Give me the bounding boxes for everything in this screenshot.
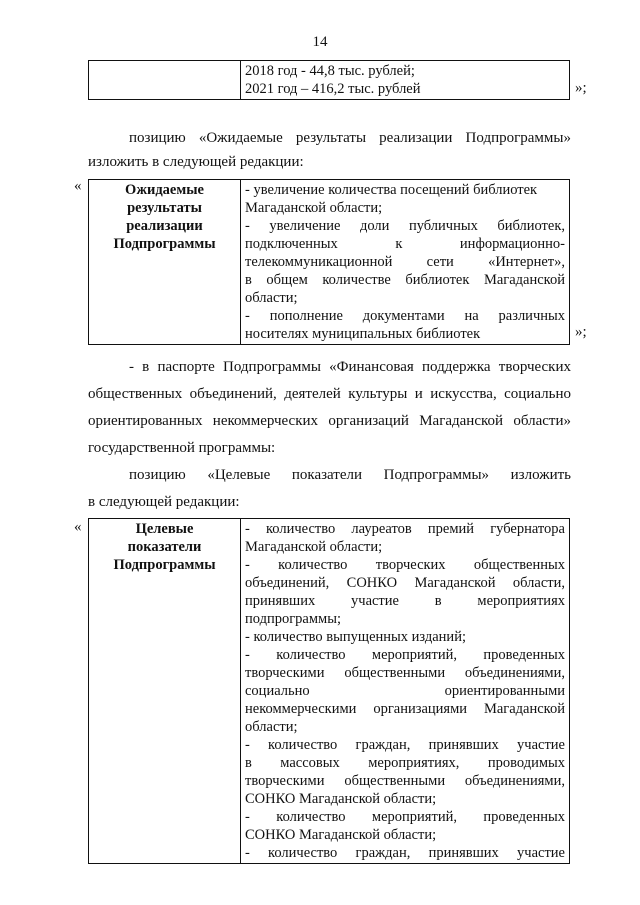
closing-quote: »; [575,80,587,96]
target-indicators-label-cell [89,519,241,864]
content-line: - количество творческих общественных [245,557,565,573]
content-line: области; [245,290,298,306]
closing-quote: »; [575,324,587,340]
paragraph-line: - в паспорте Подпрограммы «Финансовая поддержка творческих [129,359,571,375]
content-line: объединений, СОНКО Магаданской области, [245,575,565,591]
content-line: некоммерческими организациями Магаданской [245,701,565,717]
target-indicators-table [88,518,570,864]
page-number: 14 [312,34,328,50]
content-line: - количество выпущенных изданий; [245,629,466,645]
funding-line: 2018 год - 44,8 тыс. рублей; [245,63,415,79]
paragraph-line: общественных объединений, деятелей культуры и искусства, социально [88,386,571,402]
content-line: принявших участие в мероприятиях [245,593,565,609]
funding-table-values-cell [241,61,570,100]
content-line: - количество мероприятий, проведенных [245,647,565,663]
content-line: - пополнение документами на различных [245,308,565,324]
content-line: в массовых мероприятиях, проводимых [245,755,565,771]
label-line: реализации [126,218,203,234]
content-line: Магаданской области; [245,200,383,216]
expected-results-label-cell [89,180,241,345]
content-line: носителях муниципальных библиотек [245,326,481,342]
content-line: области; [245,719,298,735]
content-line: Магаданской области; [245,539,383,555]
label-line: показатели [127,539,202,555]
content-line: - количество граждан, принявших участие [245,737,565,753]
content-line: - количество лауреатов премий губернатора [245,521,565,537]
content-line: подключенных к информационно- [245,236,565,252]
label-line: Подпрограммы [113,236,216,252]
content-line: подпрограммы; [245,611,341,627]
content-line: - увеличение доли публичных библиотек, [245,218,565,234]
funding-line: 2021 год – 416,2 тыс. рублей [245,81,421,97]
label-line: Ожидаемые [125,182,204,198]
paragraph-line: ориентированных некоммерческих организаций Магаданской области» [88,413,571,429]
content-line: творческими общественными объединениями, [245,665,565,681]
paragraph-line: государственной программы: [88,440,276,456]
content-line: СОНКО Магаданской области; [245,827,437,843]
content-line: телекоммуникационной сети «Интернет», [245,254,565,270]
content-line: творческими общественными объединениями, [245,773,565,789]
content-line: СОНКО Магаданской области; [245,791,437,807]
content-line: - количество граждан, принявших участие [245,845,565,861]
expected-results-table [88,179,570,345]
funding-table-empty-cell [89,61,241,100]
label-line: Целевые [135,521,194,537]
paragraph-line: в следующей редакции: [88,494,240,510]
opening-quote: « [74,178,82,194]
paragraph-line: позицию «Ожидаемые результаты реализации Подпрограммы» [129,130,571,146]
content-line: - количество мероприятий, проведенных [245,809,565,825]
funding-table [88,60,570,100]
content-line: социально ориентированными [245,683,565,699]
paragraph-line: изложить в следующей редакции: [88,154,304,170]
content-line: - увеличение количества посещений библиотек [245,182,538,198]
opening-quote: « [74,519,82,535]
expected-results-content-cell [241,180,570,345]
target-indicators-content-cell [241,519,570,864]
content-line: в общем количестве библиотек Магаданской [245,272,565,288]
paragraph-line: позицию «Целевые показатели Подпрограммы» изложить [129,467,571,483]
label-line: результаты [127,200,202,216]
label-line: Подпрограммы [113,557,216,573]
